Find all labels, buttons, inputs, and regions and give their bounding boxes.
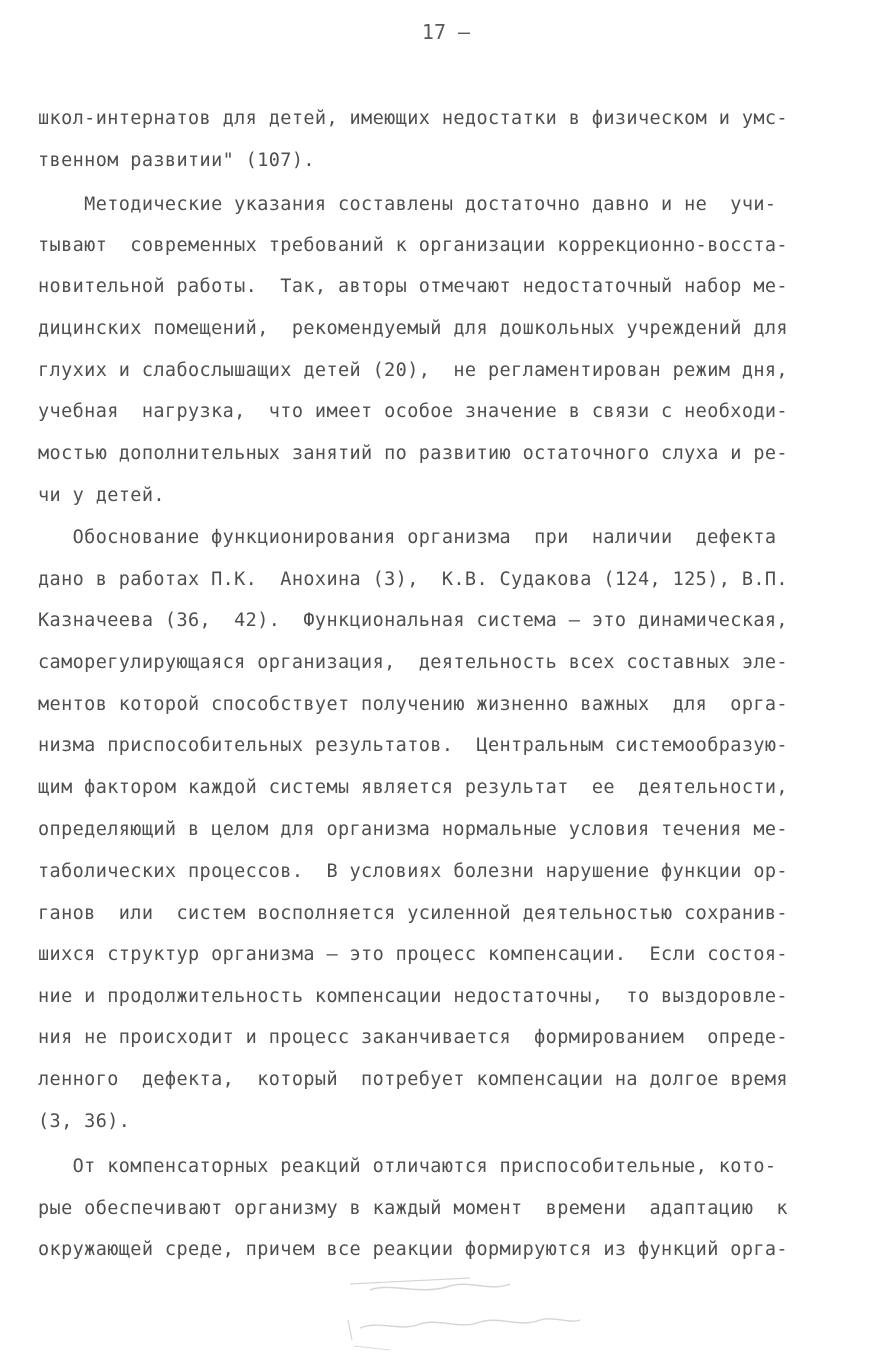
text-line: ленного дефекта, который потребует компенсации на долгое время	[38, 1069, 788, 1090]
text-line: шихся структур организма – это процесс компенсации. Если состоя-	[38, 944, 788, 965]
text-line: Казначеева (36, 42). Функциональная система – это динамическая,	[38, 610, 788, 631]
text-line: определяющий в целом для организма нормальные условия течения ме-	[38, 819, 788, 840]
text-line: (3, 36).	[38, 1111, 131, 1132]
text-line: новительной работы. Так, авторы отмечают недостаточный набор ме-	[38, 276, 788, 297]
text-line: От компенсаторных реакций отличаются приспособительные, кото-	[38, 1156, 777, 1177]
text-line: чи у детей.	[38, 485, 165, 506]
text-line: низма приспособительных результатов. Центральным системообразую-	[38, 735, 788, 756]
text-line: ние и продолжительность компенсации недостаточны, то выздоровле-	[38, 986, 788, 1007]
text-line: дано в работах П.К. Анохина (3), К.В. Судакова (124, 125), В.П.	[38, 569, 788, 590]
text-line: окружающей среде, причем все реакции формируются из функций орга-	[38, 1239, 788, 1260]
text-line: учебная нагрузка, что имеет особое значение в связи с необходи-	[38, 401, 788, 422]
text-line: тывают современных требований к организации коррекционно-восста-	[38, 235, 788, 256]
stamp-mark	[330, 1270, 600, 1355]
text-line: саморегулирующаяся организация, деятельность всех составных эле-	[38, 652, 788, 673]
page-number: 17 –	[421, 20, 471, 44]
text-line: глухих и слабослышащих детей (20), не регламентирован режим дня,	[38, 360, 788, 381]
text-line: школ-интернатов для детей, имеющих недостатки в физическом и умс-	[38, 108, 788, 129]
text-line: Методические указания составлены достаточно давно и не учи-	[38, 194, 777, 215]
text-line: Обоснование функционирования организма при наличии дефекта	[38, 527, 777, 548]
text-line: щим фактором каждой системы является результат ее деятельности,	[38, 777, 788, 798]
text-line: дицинских помещений, рекомендуемый для дошкольных учреждений для	[38, 318, 788, 339]
text-line: ганов или систем восполняется усиленной деятельностью сохранив-	[38, 903, 788, 924]
text-line: таболических процессов. В условиях болезни нарушение функции ор-	[38, 861, 788, 882]
text-line: рые обеспечивают организму в каждый момент времени адаптацию к	[38, 1198, 788, 1219]
text-line: ментов которой способствует получению жизненно важных для орга-	[38, 694, 788, 715]
library-stamp	[330, 1270, 600, 1355]
text-line: мостью дополнительных занятий по развитию остаточного слуха и ре-	[38, 443, 788, 464]
text-line: ния не происходит и процесс заканчивается формированием опреде-	[38, 1027, 788, 1048]
text-line: твенном развитии" (107).	[38, 150, 315, 171]
